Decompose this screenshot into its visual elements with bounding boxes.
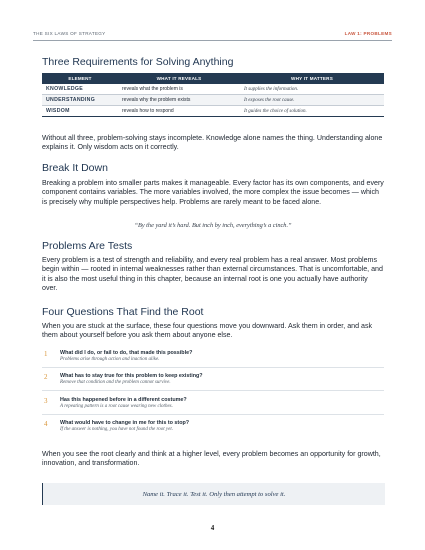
question-note: Problems arise through action and inaction alike.	[60, 357, 160, 362]
table-cell: UNDERSTANDING	[42, 95, 118, 106]
question-number: 1	[44, 350, 48, 358]
table-cell: It guides the choice of solution.	[240, 106, 384, 117]
question-item	[42, 397, 384, 419]
divider	[42, 390, 384, 391]
question-number: 4	[44, 420, 48, 428]
table-cell: reveals what the problem is	[118, 84, 240, 95]
requirements-table	[42, 73, 384, 117]
chapter-label: LAW 1: PROBLEMS	[344, 31, 392, 36]
question-item	[42, 420, 384, 442]
question-text: What has to stay true for this problem to keep existing?	[60, 373, 203, 379]
header-rule	[33, 40, 392, 41]
table-row	[42, 95, 384, 106]
table-cell: KNOWLEDGE	[42, 84, 118, 95]
requirements-paragraph: Without all three, problem-solving stays incomplete. Knowledge alone names the thing. Understanding alone explains it. Only wisdom acts on it correctly.	[42, 134, 383, 152]
table-cell: It exposes the root cause.	[240, 95, 384, 106]
question-note: A repeating pattern is a root cause wearing new clothes.	[60, 404, 173, 409]
question-item	[42, 350, 384, 372]
question-text: What did I do, or fail to do, that made this possible?	[60, 350, 193, 356]
table-header-row	[42, 73, 384, 84]
divider	[42, 367, 384, 368]
table-cell: It supplies the information.	[240, 84, 384, 95]
table-header-why: WHY IT MATTERS	[240, 73, 384, 84]
break-it-down-paragraph: Breaking a problem into smaller parts makes it manageable. Every factor has its own components, and every component contains variables. The more variables involved, the more complex the issue becomes — which is precisely why multiple perspectives help. Problems are rarely meant to be faced alone.	[42, 179, 384, 206]
callout-box	[42, 483, 385, 505]
table-row	[42, 106, 384, 117]
tests-paragraph: Every problem is a test of strength and reliability, and every real problem has a real answer. Most problems begin within — rooted in internal weaknesses rather than external circumstances. That is uncomfortable, and it is also the most useful thing in this chapter, because an internal root is one you actually have authority over.	[42, 256, 383, 292]
table-header-element: ELEMENT	[42, 73, 118, 84]
four-questions-intro: When you are stuck at the surface, these four questions move you downward. Ask them in order, and ask them about yourself before you ask them about anyone else.	[42, 322, 373, 340]
question-number: 3	[44, 397, 48, 405]
closing-paragraph: When you see the root clearly and think at a higher level, every problem becomes an opportunity for growth, innovation, and transformation.	[42, 450, 381, 468]
question-note: If the answer is nothing, you have not found the root yet.	[60, 427, 173, 432]
pull-quote: “By the yard it’s hard. But inch by inch, everything’s a cinch.”	[134, 222, 292, 229]
book-title: THE SIX LAWS OF STRATEGY	[33, 31, 106, 36]
section-heading-four-questions: Four Questions That Find the Root	[42, 306, 204, 318]
divider	[42, 414, 384, 415]
question-item	[42, 373, 384, 395]
table-cell: WISDOM	[42, 106, 118, 117]
table-row	[42, 84, 384, 95]
question-text: Has this happened before in a different costume?	[60, 397, 187, 403]
table-cell: reveals why the problem exists	[118, 95, 240, 106]
table-cell: reveals how to respond	[118, 106, 240, 117]
question-number: 2	[44, 373, 48, 381]
section-heading-break-it-down: Break It Down	[42, 162, 108, 174]
callout-text: Name it. Trace it. Test it. Only then attempt to solve it.	[142, 490, 286, 498]
question-note: Remove that condition and the problem cannot survive.	[60, 380, 171, 385]
table-header-reveals: WHAT IT REVEALS	[118, 73, 240, 84]
page-number: 4	[210, 524, 215, 532]
section-heading-requirements: Three Requirements for Solving Anything	[42, 56, 234, 68]
section-heading-tests: Problems Are Tests	[42, 240, 133, 252]
question-text: What would have to change in me for this to stop?	[60, 420, 190, 426]
